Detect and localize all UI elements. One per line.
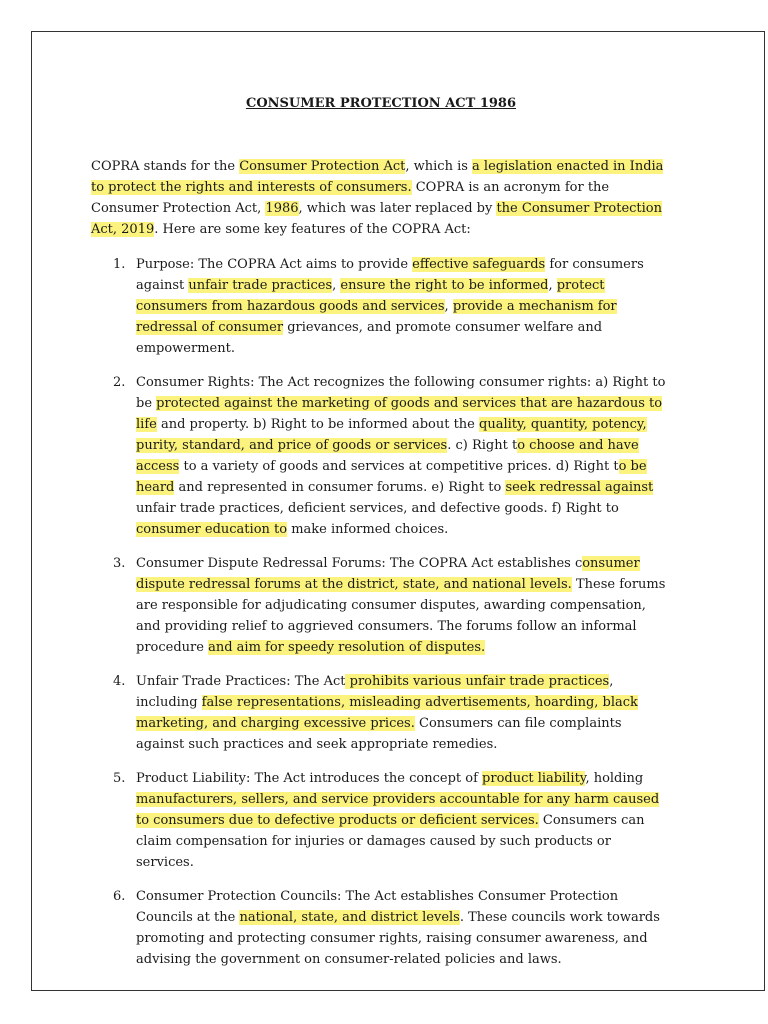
text-run: , including <box>136 674 614 710</box>
text-run: . These councils work towards promoting and protecting consumer rights, raising consumer awareness, and advising the government on consumer-related policies and laws. <box>136 910 660 967</box>
text-run: Product Liability: The Act introduces the concept of <box>136 771 483 786</box>
highlighted-text: o choose and have access <box>136 438 639 474</box>
text-run: , <box>548 278 557 293</box>
text-run: Consumer Protection Councils: The Act establishes Consumer Protection Councils at the <box>136 889 619 925</box>
highlighted-text: product liability <box>482 771 586 786</box>
list-number: 3. <box>113 556 126 571</box>
document-body <box>91 93 671 983</box>
feature-item <box>91 886 671 970</box>
text-run: . c) Right t <box>447 438 518 453</box>
highlighted-text: seek redressal against <box>505 480 654 495</box>
features-list <box>91 254 671 970</box>
list-number: 1. <box>113 257 126 272</box>
highlighted-text: the Consumer Protection Act, 2019 <box>91 201 662 237</box>
text-run: for consumers against <box>136 257 644 293</box>
highlighted-text: a legislation enacted in India to protect the rights and interests of consumers. <box>91 159 664 195</box>
list-number: 6. <box>113 889 126 904</box>
text-run: , <box>332 278 341 293</box>
text-run: and represented in consumer forums. e) Right to <box>174 480 506 495</box>
feature-item <box>91 553 671 658</box>
text-run: , holding <box>585 771 644 786</box>
document-title: CONSUMER PROTECTION ACT 1986 <box>245 96 517 111</box>
text-run: unfair trade practices, deficient services, and defective goods. f) Right to <box>136 501 619 516</box>
highlighted-text: prohibits various unfair trade practices <box>345 674 610 689</box>
highlighted-text: unfair trade practices <box>188 278 333 293</box>
highlighted-text: national, state, and district levels <box>239 910 460 925</box>
text-run: Consumers can claim compensation for injuries or damages caused by such products or services. <box>136 813 645 870</box>
highlighted-text: provide a mechanism for redressal of consumer <box>136 299 617 335</box>
highlighted-text: manufacturers, sellers, and service providers accountable for any harm caused to consumers due to defective products or deficient services. <box>136 792 660 828</box>
text-run: , which was later replaced by <box>298 201 497 216</box>
highlighted-text: quality, quantity, potency, purity, standard, and price of goods or services <box>136 417 647 453</box>
feature-item <box>91 372 671 540</box>
list-number: 5. <box>113 771 126 786</box>
highlighted-text: onsumer dispute redressal forums at the district, state, and national levels. <box>136 556 640 592</box>
highlighted-text: false representations, misleading advertisements, hoarding, black marketing, and charging excessive prices. <box>136 695 638 731</box>
text-run: Consumer Dispute Redressal Forums: The COPRA Act establishes c <box>136 556 583 571</box>
text-run: grievances, and promote consumer welfare and empowerment. <box>136 320 603 356</box>
highlighted-text: consumer education to <box>136 522 288 537</box>
highlighted-text: and aim for speedy resolution of disputes. <box>208 640 486 655</box>
highlighted-text: protected against the marketing of goods and services that are hazardous to life <box>136 396 663 432</box>
text-run: These forums are responsible for adjudicating consumer disputes, awarding compensation, and providing relief to aggrieved consumers. The forums follow an informal procedure <box>136 577 666 655</box>
highlighted-text: 1986 <box>265 201 299 216</box>
text-run: , <box>444 299 453 314</box>
list-number: 4. <box>113 674 126 689</box>
highlighted-text: o be heard <box>136 459 647 495</box>
text-run: Purpose: The COPRA Act aims to provide <box>136 257 413 272</box>
feature-item <box>91 254 671 359</box>
text-run: Unfair Trade Practices: The Act <box>136 674 346 689</box>
text-run: and property. b) Right to be informed about the <box>156 417 479 432</box>
text-run: make informed choices. <box>287 522 449 537</box>
text-run: Consumer Rights: The Act recognizes the following consumer rights: a) Right to be <box>136 375 666 411</box>
feature-item <box>91 671 671 755</box>
highlighted-text: ensure the right to be informed <box>340 278 549 293</box>
text-run: COPRA stands for the <box>91 159 240 174</box>
intro-paragraph <box>91 156 671 240</box>
list-number: 2. <box>113 375 126 390</box>
feature-item <box>91 768 671 873</box>
text-run: Consumers can file complaints against such practices and seek appropriate remedies. <box>136 716 622 752</box>
text-run: COPRA is an acronym for the Consumer Protection Act, <box>91 180 610 216</box>
highlighted-text: effective safeguards <box>412 257 546 272</box>
highlighted-text: protect consumers from hazardous goods and services <box>136 278 605 314</box>
text-run: , which is <box>405 159 473 174</box>
highlighted-text: Consumer Protection Act <box>239 159 406 174</box>
text-run: . Here are some key features of the COPRA Act: <box>154 222 471 237</box>
text-run: to a variety of goods and services at competitive prices. d) Right t <box>179 459 619 474</box>
